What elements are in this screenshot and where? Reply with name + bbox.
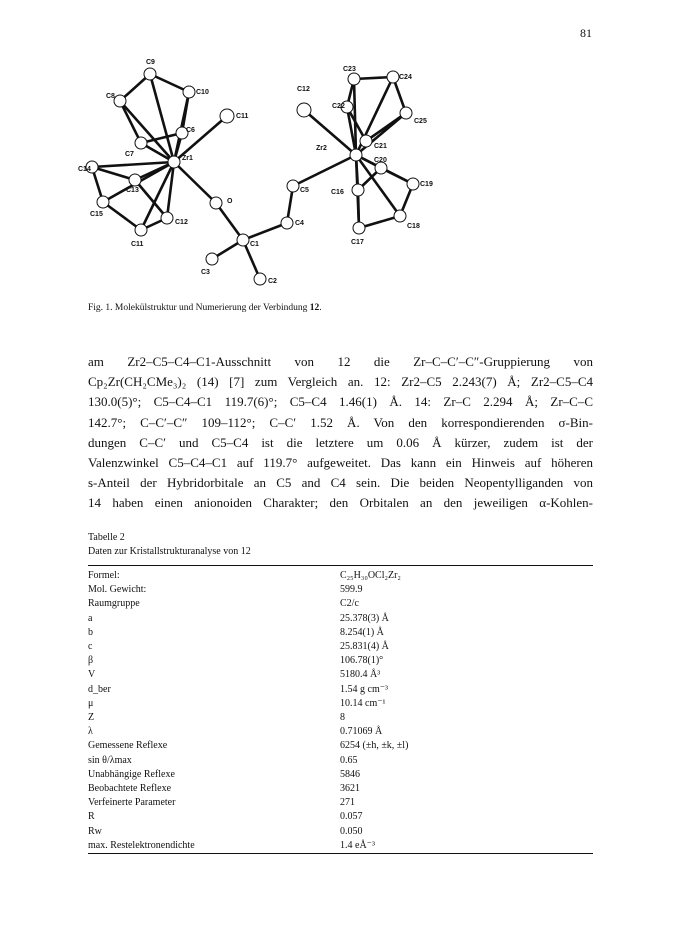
atom-Zr2 xyxy=(350,149,362,161)
table-value-cell: 8 xyxy=(340,712,345,724)
table-param-cell: β xyxy=(88,655,94,667)
table-value-cell: 3621 xyxy=(340,783,360,795)
atom-C25 xyxy=(400,107,412,119)
label-O: O xyxy=(227,198,233,205)
atom-Zr1 xyxy=(168,156,180,168)
table-param-cell: λ xyxy=(88,726,93,738)
table-value-cell: C₂₅H₃₀OCl₂Zr₂ xyxy=(340,570,401,581)
label-C13: C13 xyxy=(126,187,139,194)
table-value-cell: 271 xyxy=(340,797,355,809)
table-value-cell: 6254 (±h, ±k, ±l) xyxy=(340,740,409,752)
label-C3: C3 xyxy=(201,269,210,276)
label-C1: C1 xyxy=(250,241,259,248)
atom-C7 xyxy=(135,137,147,149)
label-C12: C12 xyxy=(175,219,188,226)
label-C9: C9 xyxy=(146,59,155,66)
table-param-cell: d_ber xyxy=(88,683,111,695)
paragraph-line: s-Anteil der Hybridorbitale an C5 and C4 sein. Die beiden Neopentylliganden von xyxy=(88,475,593,491)
paragraph-line: 130.0(5)°; C5–C4–C1 119.7(6)°; C5–C4 1.46(1) Å. 14: Zr–C 2.294 Å; Zr–C–C xyxy=(88,394,593,410)
atom-C15 xyxy=(97,196,109,208)
paragraph-line: 14 haben einen anionoiden Charakter; den Orbitalen an den jeweiligen α-Kohlen- xyxy=(88,495,593,511)
paragraph-line: Valenzwinkel C5–C4–C1 auf 119.7° aufgeweitet. Das kann ein Hinweis auf höheren xyxy=(88,455,593,471)
atom-C23 xyxy=(348,73,360,85)
molecular-structure-figure xyxy=(78,52,548,292)
table-param-cell: Gemessene Reflexe xyxy=(88,740,168,752)
table-row xyxy=(88,796,593,810)
table-param-cell: c xyxy=(88,641,93,653)
table-value-cell: 0.057 xyxy=(340,811,363,823)
table-row xyxy=(88,583,593,597)
atom-Cl2 xyxy=(297,103,311,117)
table-value-cell: 1.4 eÅ⁻³ xyxy=(340,839,375,851)
label-C21: C21 xyxy=(374,143,387,150)
atom-C2 xyxy=(254,273,266,285)
atom-C17 xyxy=(353,222,365,234)
table-row xyxy=(88,711,593,725)
table-value-cell: 8.254(1) Å xyxy=(340,626,384,638)
table-param-cell: b xyxy=(88,626,93,638)
label-C14: C14 xyxy=(78,166,91,173)
table-value-cell: 106.78(1)° xyxy=(340,655,384,667)
atom-C8 xyxy=(114,95,126,107)
label-C18: C18 xyxy=(407,223,420,230)
caption-compound: 12 xyxy=(309,303,320,313)
label-C8: C8 xyxy=(106,93,115,100)
atom-Cl1 xyxy=(220,109,234,123)
table-param-cell: V xyxy=(88,669,96,681)
caption-suffix: . xyxy=(319,303,322,313)
table-row xyxy=(88,612,593,626)
table-param-cell: Mol. Gewicht: xyxy=(88,584,147,596)
label-Cl1: C11 xyxy=(236,113,249,120)
atom-C24 xyxy=(387,71,399,83)
molecular-structure-diagram xyxy=(78,52,548,292)
label-Zr1: Zr1 xyxy=(182,155,193,162)
atom-C19 xyxy=(407,178,419,190)
table-subtitle: Daten zur Kristallstrukturanalyse von 12 xyxy=(88,546,251,557)
atom-C5 xyxy=(287,180,299,192)
table-row xyxy=(88,768,593,782)
table-row xyxy=(88,626,593,640)
atom-C9 xyxy=(144,68,156,80)
label-C15: C15 xyxy=(90,211,103,218)
table-param-cell: μ xyxy=(88,697,94,709)
table-value-cell: 599.9 xyxy=(340,584,363,596)
atom-C3 xyxy=(206,253,218,265)
table-param-cell: max. Restelektronendichte xyxy=(88,839,195,851)
page-number: 81 xyxy=(580,26,592,40)
table-row xyxy=(88,739,593,753)
paragraph-line: Cp₂Zr(CH₂CMe₃)₂ (14) [7] zum Vergleich an. 12: Zr2–C5 2.243(7) Å; Zr2–C5–C4 xyxy=(88,374,593,390)
table-row xyxy=(88,566,593,584)
table-param-cell: Rw xyxy=(88,825,102,837)
label-C11: C11 xyxy=(131,241,144,248)
atom-C16 xyxy=(352,184,364,196)
table-param-cell: Z xyxy=(88,712,95,724)
table-title: Tabelle 2 xyxy=(88,532,125,543)
label-Cl2: C12 xyxy=(297,86,310,93)
table-value-cell: 0.65 xyxy=(340,754,358,766)
label-C20: C20 xyxy=(374,157,387,164)
label-C5: C5 xyxy=(300,187,309,194)
crystal-data-table xyxy=(88,565,593,854)
table-param-cell: sin θ/λmax xyxy=(88,754,132,766)
table-row xyxy=(88,754,593,768)
table-value-cell: 5180.4 Å³ xyxy=(340,669,381,681)
caption-text: Fig. 1. Molekülstruktur und Numerierung der Verbindung xyxy=(88,303,310,313)
table-row xyxy=(88,810,593,824)
body-paragraph xyxy=(88,352,593,514)
table-row xyxy=(88,683,593,697)
label-C17: C17 xyxy=(351,239,364,246)
label-C6: C6 xyxy=(186,127,195,134)
table-param-cell: R xyxy=(88,811,95,823)
table-row xyxy=(88,825,593,839)
table-param-cell: Raumgruppe xyxy=(88,598,140,610)
atom-C21 xyxy=(360,135,372,147)
atom-C18 xyxy=(394,210,406,222)
table-value-cell: 5846 xyxy=(340,768,360,780)
atom-C10 xyxy=(183,86,195,98)
table-param-cell: a xyxy=(88,612,93,624)
label-C7: C7 xyxy=(125,151,134,158)
atom-C1 xyxy=(237,234,249,246)
label-C24: C24 xyxy=(399,74,412,81)
paragraph-line: am Zr2–C5–C4–C1-Ausschnitt von 12 die Zr–C–C′–C″-Gruppierung von xyxy=(88,354,593,369)
label-C10: C10 xyxy=(196,89,209,96)
atom-C4 xyxy=(281,217,293,229)
table-param-cell: Verfeinerte Parameter xyxy=(88,797,176,809)
table-row xyxy=(88,725,593,739)
label-C4: C4 xyxy=(295,220,304,227)
label-Zr2: Zr2 xyxy=(316,145,327,152)
paragraph-line: 142.7°; C–C′–C″ 109–112°; C–C′ 1.52 Å. Von den korrespondierenden σ-Bin- xyxy=(88,414,593,430)
paragraph-line: dungen C–C′ und C5–C4 ist die letztere um 0.06 Å kürzer, zudem ist der xyxy=(88,434,593,450)
table-param-cell: Formel: xyxy=(88,570,120,581)
table-value-cell: 1.54 g cm⁻³ xyxy=(340,683,388,695)
table-value-cell: 0.050 xyxy=(340,825,363,837)
table-param-cell: Unabhängige Reflexe xyxy=(88,768,175,780)
table-row xyxy=(88,668,593,682)
table-value-cell: 25.831(4) Å xyxy=(340,641,389,653)
table-row xyxy=(88,640,593,654)
crystal-data-table-block xyxy=(88,531,593,854)
table-param-cell: Beobachtete Reflexe xyxy=(88,783,172,795)
table-value-cell: 25.378(3) Å xyxy=(340,612,389,624)
label-C2: C2 xyxy=(268,278,277,285)
table-value-cell: C2/c xyxy=(340,598,359,610)
table-row xyxy=(88,697,593,711)
table-row xyxy=(88,782,593,796)
figure-caption xyxy=(88,303,322,313)
atom-C13 xyxy=(129,174,141,186)
table-row xyxy=(88,597,593,611)
label-C22: C22 xyxy=(332,103,345,110)
label-C19: C19 xyxy=(420,181,433,188)
atom-C12 xyxy=(161,212,173,224)
table-value-cell: 0.71069 Å xyxy=(340,726,383,738)
table-row xyxy=(88,839,593,854)
label-C23: C23 xyxy=(343,66,356,73)
table-value-cell: 10.14 cm⁻¹ xyxy=(340,697,386,709)
atom-O xyxy=(210,197,222,209)
table-row xyxy=(88,654,593,668)
atom-C11 xyxy=(135,224,147,236)
label-C25: C25 xyxy=(414,118,427,125)
label-C16: C16 xyxy=(331,189,344,196)
